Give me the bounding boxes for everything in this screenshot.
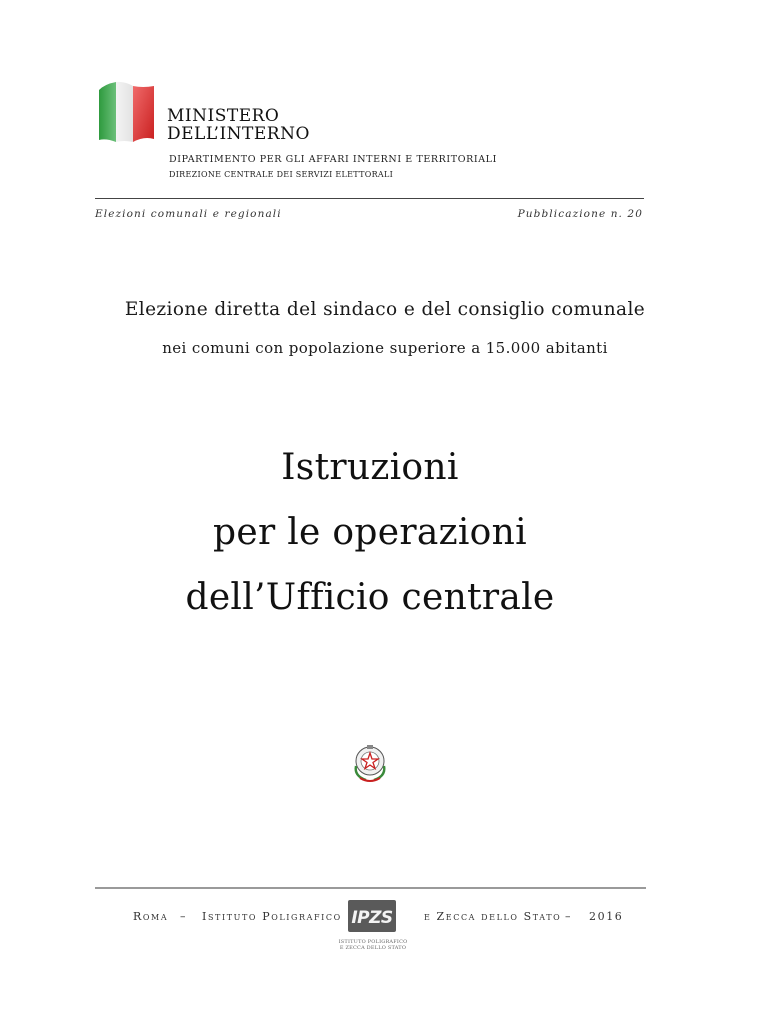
document-title-line2: per le operazioni bbox=[213, 512, 527, 553]
ministry-name-line1: MINISTERO bbox=[167, 106, 280, 126]
footer-dash: – bbox=[180, 910, 188, 923]
ipzs-logo-text: IPZS bbox=[351, 908, 393, 928]
ipzs-logo-icon bbox=[347, 899, 397, 933]
footer-year: 2016 bbox=[589, 910, 624, 923]
footer-divider bbox=[95, 887, 646, 889]
ipzs-logo-subtitle-line2: E ZECCA DELLO STATO bbox=[339, 945, 407, 951]
ipzs-logo-subtitle bbox=[337, 939, 409, 951]
footer-city: Roma bbox=[133, 910, 169, 923]
department-name: DIPARTIMENTO PER GLI AFFARI INTERNI E TERRITORIALI bbox=[169, 154, 497, 165]
directorate-name: DIREZIONE CENTRALE DEI SERVIZI ELETTORALI bbox=[169, 170, 394, 179]
italian-republic-emblem-icon bbox=[348, 740, 392, 784]
ministry-logo-icon bbox=[97, 80, 155, 144]
header-divider bbox=[95, 198, 644, 199]
ipzs-logo-subtitle-line1: ISTITUTO POLIGRAFICO bbox=[338, 939, 408, 945]
series-name: Elezioni comunali e regionali bbox=[95, 208, 282, 220]
footer-publisher-left: Istituto Poligrafico bbox=[202, 910, 342, 923]
document-title-line3: dell’Ufficio centrale bbox=[185, 577, 555, 618]
subtitle-line2: nei comuni con popolazione superiore a 15.000 abitanti bbox=[162, 339, 608, 357]
publication-number: Pubblicazione n. 20 bbox=[517, 208, 643, 220]
document-title-line1: Istruzioni bbox=[281, 447, 459, 488]
footer-dash-2: – bbox=[565, 910, 573, 923]
ministry-name bbox=[167, 107, 310, 143]
ministry-name-line2: DELL’INTERNO bbox=[167, 124, 310, 144]
footer-publisher-right: e Zecca dello Stato bbox=[424, 910, 562, 923]
subtitle-line1: Elezione diretta del sindaco e del consiglio comunale bbox=[124, 299, 646, 320]
